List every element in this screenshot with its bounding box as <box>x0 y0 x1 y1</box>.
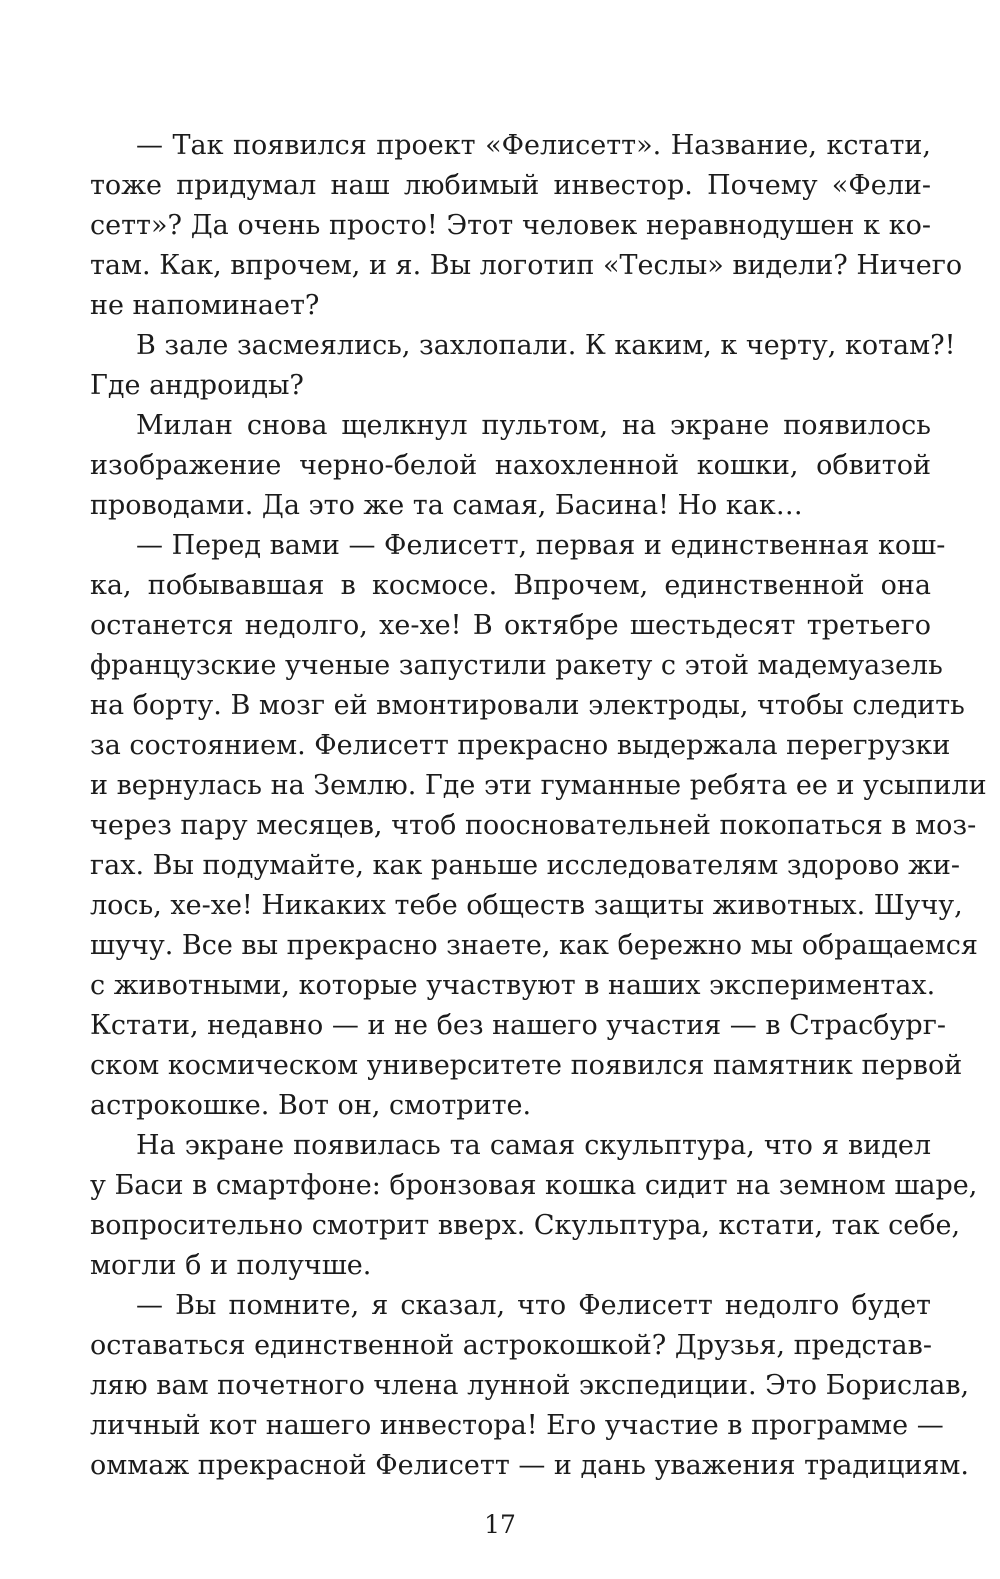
text-line: там. Как, впрочем, и я. Вы логотип «Теслы» видели? Ничего <box>90 250 963 281</box>
text-line: на борту. В мозг ей вмонтировали электроды, чтобы следить <box>90 690 965 721</box>
text-line: у Баси в смартфоне: бронзовая кошка сидит на земном шаре, <box>90 1170 978 1201</box>
text-line: — Перед вами — Фелисетт, первая и единственная кош- <box>136 530 946 561</box>
text-line: тоже придумал наш любимый инвестор. Почему «Фели- <box>90 170 931 201</box>
text-line: не напоминает? <box>90 290 320 321</box>
text-line: ка, побывавшая в космосе. Впрочем, единственной она <box>90 570 931 601</box>
text-line: вопросительно смотрит вверх. Скульптура, кстати, так себе, <box>90 1210 961 1241</box>
text-line: и вернулась на Землю. Где эти гуманные ребята ее и усыпили <box>90 770 987 801</box>
text-line: могли б и получше. <box>90 1250 372 1281</box>
text-line: — Так появился проект «Фелисетт». Название, кстати, <box>136 130 931 161</box>
page-number: 17 <box>484 1510 516 1539</box>
text-line: сетт»? Да очень просто! Этот человек неравнодушен к ко- <box>90 210 931 241</box>
text-line: через пару месяцев, чтоб поосновательней покопаться в моз- <box>90 810 977 841</box>
text-line: оммаж прекрасной Фелисетт — и дань уважения традициям. <box>90 1450 970 1481</box>
text-line: ском космическом университете появился памятник первой <box>90 1050 963 1081</box>
text-line: шучу. Все вы прекрасно знаете, как бережно мы обращаемся <box>90 930 978 961</box>
text-line: — Вы помните, я сказал, что Фелисетт недолго будет <box>136 1290 931 1321</box>
text-line: с животными, которые участвуют в наших экспериментах. <box>90 970 936 1001</box>
text-line: за состоянием. Фелисетт прекрасно выдержала перегрузки <box>90 730 951 761</box>
text-line: гах. Вы подумайте, как раньше исследователям здорово жи- <box>90 850 961 881</box>
text-line: личный кот нашего инвестора! Его участие в программе — <box>90 1410 944 1441</box>
text-line: изображение черно-белой нахохленной кошки, обвитой <box>90 450 931 481</box>
text-line: Где андроиды? <box>90 370 304 401</box>
text-line: ляю вам почетного члена лунной экспедиции. Это Борислав, <box>90 1370 970 1401</box>
text-line: останется недолго, хе-хе! В октябре шестьдесят третьего <box>90 610 931 641</box>
text-line: Кстати, недавно — и не без нашего участия — в Страсбург- <box>90 1010 946 1041</box>
text-line: проводами. Да это же та самая, Басина! Но как… <box>90 490 803 521</box>
text-line: Милан снова щелкнул пультом, на экране появилось <box>136 410 931 441</box>
text-line: астрокошке. Вот он, смотрите. <box>90 1090 532 1121</box>
text-line: оставаться единственной астрокошкой? Друзья, представ- <box>90 1330 932 1361</box>
text-line: лось, хе-хе! Никаких тебе обществ защиты животных. Шучу, <box>90 890 963 921</box>
text-line: На экране появилась та самая скульптура, что я видел <box>136 1130 931 1161</box>
text-line: В зале засмеялись, захлопали. К каким, к черту, котам?! <box>136 330 956 361</box>
text-line: французские ученые запустили ракету с этой мадемуазель <box>90 650 943 681</box>
